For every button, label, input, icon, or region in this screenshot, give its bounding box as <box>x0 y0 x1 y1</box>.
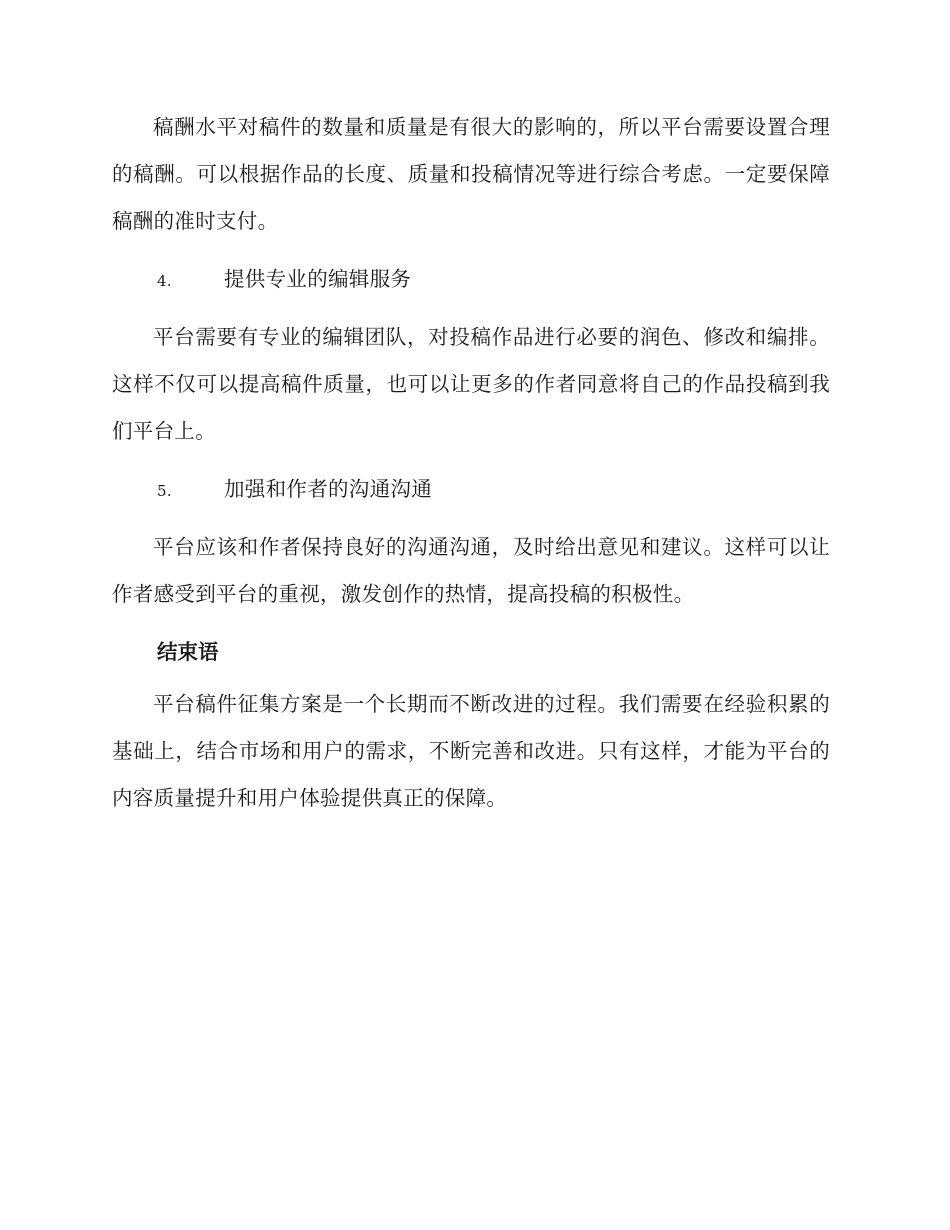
paragraph-conclusion: 平台稿件征集方案是一个长期而不断改进的过程。我们需要在经验积累的基础上，结合市场和用户的需求，不断完善和改进。只有这样，才能为平台的内容质量提升和用户体验提供真正的保障。 <box>112 692 830 810</box>
list-item-text: 加强和作者的沟通沟通 <box>224 477 432 501</box>
paragraph-remuneration: 稿酬水平对稿件的数量和质量是有很大的影响的，所以平台需要设置合理的稿酬。可以根据作品的长度、质量和投稿情况等进行综合考虑。一定要保障稿酬的准时支付。 <box>112 115 830 233</box>
list-item-editing-service <box>112 260 830 300</box>
paragraph-editing-team: 平台需要有专业的编辑团队，对投稿作品进行必要的润色、修改和编排。这样不仅可以提高稿件质量，也可以让更多的作者同意将自己的作品投稿到我们平台上。 <box>112 325 830 443</box>
list-number: 5. <box>157 482 172 500</box>
conclusion-heading: 结束语 <box>157 640 219 664</box>
list-number: 4. <box>157 272 172 290</box>
list-item-author-communication <box>112 470 830 510</box>
document-body <box>112 104 830 837</box>
paragraph-communication: 平台应该和作者保持良好的沟通沟通，及时给出意见和建议。这样可以让作者感受到平台的重视，激发创作的热情，提高投稿的积极性。 <box>112 535 830 606</box>
list-item-text: 提供专业的编辑服务 <box>224 267 412 291</box>
